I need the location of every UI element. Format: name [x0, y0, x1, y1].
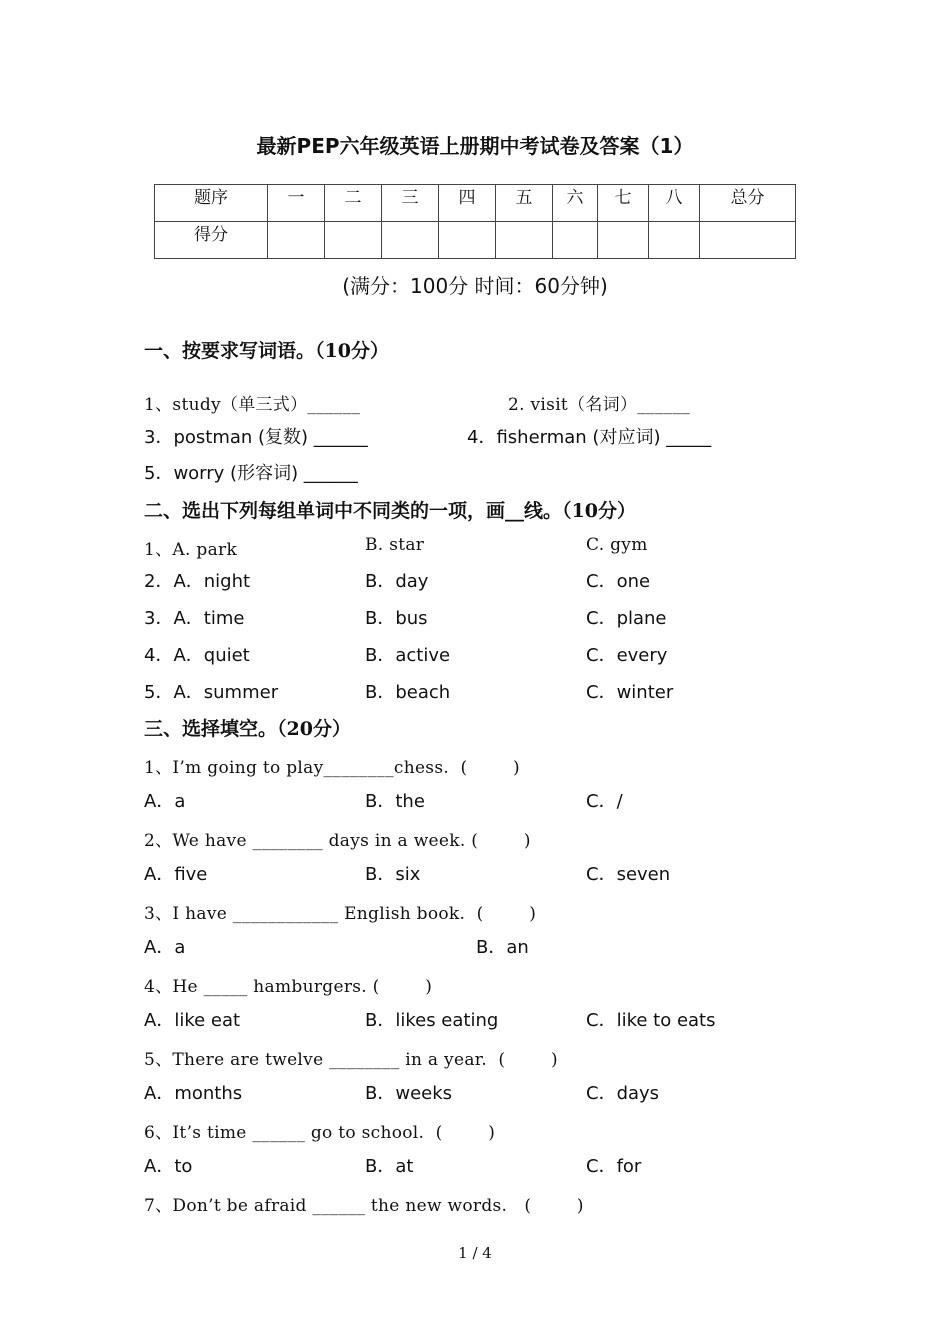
option: B. star — [365, 535, 425, 555]
option: 1、A. park — [144, 540, 238, 560]
question: 7、Don’t be afraid ______ the new words. ( ) — [144, 1196, 584, 1216]
section-points: （10分） — [315, 340, 389, 362]
option: B．day — [365, 571, 429, 592]
question: 1、study（单三式）______ — [144, 395, 361, 415]
option: A．a — [144, 937, 186, 958]
score-cell: 六 — [553, 185, 598, 222]
option: C．winter — [586, 682, 674, 703]
section-points: （10分） — [562, 500, 636, 522]
section-title: 一、按要求写词语。 — [144, 340, 316, 362]
score-cell: 一 — [268, 185, 325, 222]
score-cell: 四 — [439, 185, 496, 222]
option: 2．A．night — [144, 571, 251, 592]
page-number: 1 / 4 — [458, 1244, 492, 1262]
question: 6、It’s time ______ go to school. ( ) — [144, 1123, 496, 1143]
option: B．an — [476, 937, 529, 958]
option: A．a — [144, 791, 186, 812]
option: B．at — [365, 1156, 414, 1177]
question: 5、There are twelve ________ in a year. ( ) — [144, 1050, 558, 1070]
score-table-score-row — [155, 222, 796, 259]
option: B．the — [365, 791, 425, 812]
section-title: 三、选择填空。 — [144, 718, 278, 740]
question: 2、We have ________ days in a week. ( ) — [144, 831, 531, 851]
question: 3、I have ____________ English book. ( ) — [144, 904, 537, 924]
option: B．weeks — [365, 1083, 453, 1104]
score-cell: 得分 — [155, 222, 268, 259]
section-title: 二、选出下列每组单词中不同类的一项，画__线。 — [144, 500, 563, 522]
full-score-and-time: (满分：100分 时间：60分钟) — [342, 274, 608, 298]
option: B．bus — [365, 608, 428, 629]
score-cell: 题序 — [155, 185, 268, 222]
option: B．active — [365, 645, 451, 666]
score-blank-cell[interactable] — [598, 222, 649, 259]
score-cell: 五 — [496, 185, 553, 222]
option: 3．A．time — [144, 608, 245, 629]
option: 5．A．summer — [144, 682, 279, 703]
question: 1、I’m going to play________chess. ( ) — [144, 758, 520, 778]
option: C. gym — [586, 535, 648, 555]
score-cell: 总分 — [700, 185, 796, 222]
option: 4．A．quiet — [144, 645, 250, 666]
section-points: （20分） — [277, 718, 351, 740]
option: C．every — [586, 645, 668, 666]
score-cell: 七 — [598, 185, 649, 222]
option: C．one — [586, 571, 651, 592]
option: A．months — [144, 1083, 243, 1104]
option: C．plane — [586, 608, 667, 629]
score-cell: 三 — [382, 185, 439, 222]
section-3-heading — [144, 714, 351, 741]
score-table-header-row — [155, 185, 796, 222]
score-blank-cell[interactable] — [439, 222, 496, 259]
section-2-heading — [144, 496, 636, 523]
score-cell: 二 — [325, 185, 382, 222]
score-blank-cell[interactable] — [649, 222, 700, 259]
question: 5．worry (形容词) ______ — [144, 463, 358, 484]
score-blank-cell[interactable] — [553, 222, 598, 259]
score-cell: 八 — [649, 185, 700, 222]
option: B．beach — [365, 682, 451, 703]
score-blank-cell[interactable] — [268, 222, 325, 259]
option: B．six — [365, 864, 421, 885]
score-blank-cell[interactable] — [700, 222, 796, 259]
score-blank-cell[interactable] — [325, 222, 382, 259]
section-1-heading — [144, 336, 389, 363]
option: C．/ — [586, 791, 623, 812]
option: C．days — [586, 1083, 660, 1104]
option: C．seven — [586, 864, 671, 885]
score-table — [154, 184, 796, 259]
option: B．likes eating — [365, 1010, 499, 1031]
score-blank-cell[interactable] — [382, 222, 439, 259]
question: 4、He _____ hamburgers. ( ) — [144, 977, 433, 997]
question: 4．fisherman (对应词) _____ — [467, 427, 712, 448]
question: 2. visit（名词）______ — [508, 395, 691, 415]
option: A．like eat — [144, 1010, 241, 1031]
option: A．five — [144, 864, 208, 885]
option: C．for — [586, 1156, 642, 1177]
score-blank-cell[interactable] — [496, 222, 553, 259]
page-title: 最新PEP六年级英语上册期中考试卷及答案（1） — [256, 134, 694, 158]
option: C．like to eats — [586, 1010, 716, 1031]
question: 3．postman (复数) ______ — [144, 427, 368, 448]
option: A．to — [144, 1156, 193, 1177]
